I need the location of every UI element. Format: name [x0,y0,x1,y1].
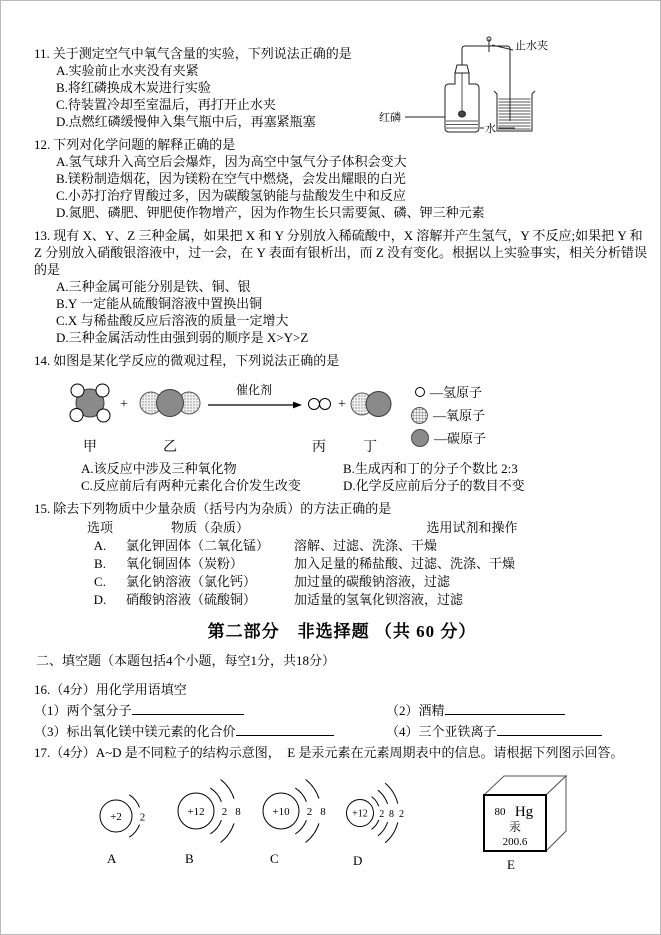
question-15 [34,500,650,609]
nucleus-charge: +12 [352,808,368,820]
molecule-label-bing: 丙 [312,440,326,455]
molecule-label-yi: 乙 [163,440,177,455]
atom-diagram-d [342,775,420,868]
q11-number: 11. [34,46,50,61]
table-row-c-reagent: 加过量的碳酸钠溶液，过滤 [294,574,451,589]
table-row-c-substance: 氯化钠溶液（氯化钙） [126,574,257,589]
atom-label: E [507,857,515,872]
hydrogen-atom-icon [320,399,331,410]
col-header-reagent: 选用试剂和操作 [426,520,518,535]
atom-diagram-c [259,775,333,866]
molecule-label-ding: 丁 [363,440,377,455]
q16-header: 16.（4分）用化学用语填空 [34,682,187,697]
answer-blank[interactable] [236,722,334,736]
answer-blank[interactable] [132,701,244,715]
atom-legend [411,383,486,452]
element-symbol: Hg [514,804,534,820]
catalyst-label: 催化剂 [235,383,273,397]
q16-item-1: （1）两个氢分子 [34,701,386,719]
purification-table [74,519,650,609]
q11-stem: 11. 关于测定空气中氧气含量的实验，下列说法正确的是 [34,46,352,61]
water-label: 水 [485,123,496,135]
q14-option-a: A.该反应中涉及三种氧化物 [81,461,237,476]
atomic-number: 80 [494,806,506,818]
part2-title: 第二部分 非选择题 （共 60 分） [207,622,477,641]
q14-option-b: B.生成丙和丁的分子个数比 2:3 [343,461,518,476]
molecule-label-jia: 甲 [83,440,97,455]
q12-option-c: C.小苏打治疗胃酸过多，因为碳酸氢钠能与盐酸发生中和反应 [56,188,406,203]
q14-stem: 14. 如图是某化学反应的微观过程，下列说法正确的是 [34,353,340,368]
element-name: 汞 [508,820,522,834]
table-row-a-reagent: 溶解、过滤、洗涤、干燥 [294,538,438,553]
shell-electrons: 8 [320,806,326,818]
question-11 [34,40,548,135]
oxygen-atom-icon [411,407,428,424]
table-row-a-letter: A. [93,538,107,553]
q12-option-a: A.氢气球升入高空后会爆炸，因为高空中氢气分子体积会变大 [56,154,407,169]
atom-label: A [107,851,117,866]
shell-electrons: 8 [389,809,394,820]
atom-label: B [185,851,194,866]
table-row-b-reagent: 加入足量的稀盐酸、过滤、洗涤、干燥 [294,556,516,571]
question-16 [34,681,650,740]
question-17 [34,744,650,874]
plus-sign: + [120,397,128,412]
atom-diagram-b [174,775,248,866]
hydrogen-atom-icon [415,387,425,397]
table-row-a-substance: 氯化钾固体（二氧化锰） [126,538,270,553]
red-phosphorus-label: 红磷 [379,112,401,124]
particle-diagrams-row [34,769,650,874]
shell-electrons: 2 [306,806,313,818]
q17-header: 17.（4分）A~D 是不同粒子的结构示意图， E 是汞元素在元素周期表中的信息。请根据下列图示回答。 [34,745,624,760]
q13-option-d: D.三种金属活动性由强到弱的顺序是 X>Y>Z [56,330,309,345]
q16-row-2 [34,722,650,740]
question-14 [34,352,650,494]
plus-sign: + [338,397,346,412]
table-row-d-letter: D. [93,592,107,607]
q13-stem: 13. 现有 X、Y、Z 三种金属，如果把 X 和 Y 分别放入稀硫酸中，X 溶解并产生氢气，Y 不反应;如果把 Y 和 Z 分别放入硝酸银溶液中，过一会，在 Y 表面有银析出，而 Z 没有变化。根据以上实验事实，相关分析错误的是 [34,228,648,277]
q11-option-a: A.实验前止水夹没有夹紧 [56,63,199,78]
col-header-substance: 物质（杂质） [170,520,249,535]
q11-option-d: D.点燃红磷缓慢伸入集气瓶中后，再塞紧瓶塞 [56,114,316,129]
shell-electrons: 8 [235,806,241,818]
carbon-atom-icon [366,392,391,417]
legend-carbon: —碳原子 [411,429,486,447]
table-row-d-reagent: 加适量的氢氧化钡溶液，过滤 [294,592,464,607]
table-row-b-substance: 氧化铜固体（炭粉） [126,556,244,571]
legend-oxygen: —氧原子 [411,406,486,424]
answer-blank[interactable] [497,722,602,736]
q14-micro-diagram-row [34,377,650,457]
q11-option-c: C.待装置冷却至室温后，再打开止水夹 [56,97,276,112]
q16-item-4: （4）三个亚铁离子 [386,722,602,740]
q13-option-b: B.Y 一定能从硫酸铜溶液中置换出铜 [56,296,263,311]
q11-option-b: B.将红磷换成木炭进行实验 [56,80,211,95]
q14-option-c: C.反应前后有两种元素化合价发生改变 [81,478,301,493]
shell-electrons: 2 [399,809,404,820]
atomic-mass: 200.6 [502,836,528,848]
q16-row-1 [34,701,650,719]
table-row-d-substance: 硝酸钠溶液（硫酸铜） [126,592,257,607]
oxygen-measurement-apparatus-diagram [377,35,661,139]
clamp-label: 止水夹 [515,40,548,52]
table-row-c-letter: C. [94,574,106,589]
legend-hydrogen: —氢原子 [411,383,486,401]
answer-blank[interactable] [445,701,565,715]
shell-electrons: 2 [221,806,228,818]
element-info-cube [474,769,574,872]
col-header-option: 选项 [86,520,113,535]
q16-item-3: （3）标出氧化镁中镁元素的化合价 [34,722,386,740]
q12-stem: 12. 下列对化学问题的解释正确的是 [34,137,236,152]
nucleus-charge: +12 [187,806,205,818]
atom-diagram-a [96,783,154,866]
hydrogen-atom-icon [309,399,320,410]
q12-option-d: D.氮肥、磷肥、钾肥使作物增产，因为作物生长只需要氮、磷、钾三种元素 [56,205,485,220]
fill-in-section-header: 二、填空题（本题包括4个小题，每空1分，共18分） [36,653,336,668]
atom-label: C [270,851,279,866]
table-row-b-letter: B. [94,556,106,571]
q15-stem: 15. 除去下列物质中少量杂质（括号内为杂质）的方法正确的是 [34,501,392,516]
q13-option-c: C.X 与稀盐酸反应后溶液的质量一定增大 [56,313,289,328]
nucleus-charge: +10 [272,806,290,818]
q13-option-a: A.三种金属可能分别是铁、铜、银 [56,279,251,294]
q16-item-2: （2）酒精 [386,701,565,719]
nucleus-charge: +2 [110,811,122,823]
carbon-atom-icon [157,390,184,417]
question-13 [34,227,650,346]
question-12 [34,136,650,221]
reaction-micro-diagram [52,377,397,457]
q14-option-d: D.化学反应前后分子的数目不变 [343,478,525,493]
shell-electrons: 2 [379,809,385,820]
q12-option-b: B.镁粉制造烟花，因为镁粉在空气中燃烧，会发出耀眼的白光 [56,171,406,186]
atom-label: D [353,853,363,868]
q14-options [34,460,650,494]
carbon-atom-icon [411,429,429,447]
shell-electrons: 2 [139,811,146,824]
